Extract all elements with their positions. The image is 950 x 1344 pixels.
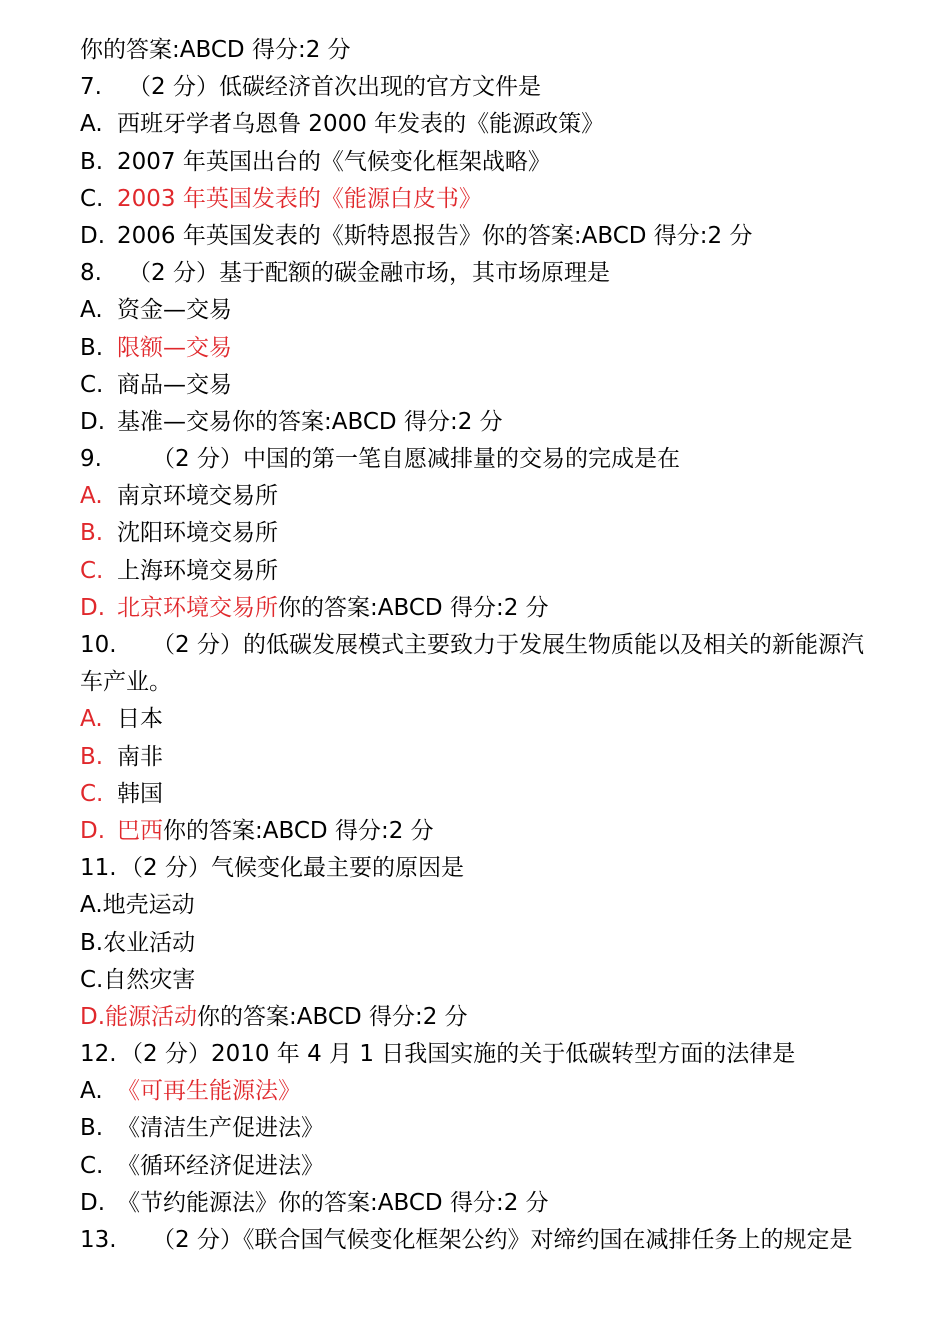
option-11b: B.农业活动	[80, 929, 196, 956]
option-10b: B. 南非	[80, 743, 163, 770]
option-8b: B. 限额—交易	[80, 334, 232, 361]
question-10: 10. （2 分）的低碳发展模式主要致力于发展生物质能以及相关的新能源汽车产业。	[80, 632, 864, 696]
correct-answer: D.能源活动	[80, 1003, 198, 1030]
option-11a: A.地壳运动	[80, 892, 195, 919]
correct-answer: 巴西	[117, 817, 163, 844]
option-12c: C. 《循环经济促进法》	[80, 1152, 324, 1179]
option-8d: D. 基准—交易你的答案:ABCD 得分:2 分	[80, 408, 503, 435]
question-7: 7. （2 分）低碳经济首次出现的官方文件是	[80, 74, 541, 101]
option-11d	[80, 999, 880, 1036]
option-8a: A. 资金—交易	[80, 297, 232, 324]
option-9c: C. 上海环境交易所	[80, 557, 278, 584]
question-11: 11. （2 分）气候变化最主要的原因是	[80, 855, 464, 882]
question-stem: （2 分）的低碳发展模式主要致力于发展生物质能以及相关的新能源汽车产业。	[80, 632, 864, 696]
correct-answer: 《可再生能源法》	[117, 1078, 301, 1105]
option-9b: B. 沈阳环境交易所	[80, 520, 278, 547]
question-stem: （2 分）2010 年 4 月 1 日我国实施的关于低碳转型方面的法律是	[120, 1041, 796, 1068]
answer-line-q6: 你的答案:ABCD 得分:2 分	[80, 37, 351, 63]
option-10d: D. 巴西你的答案:ABCD 得分:2 分	[80, 817, 434, 844]
answer-score: 你的答案:ABCD 得分:2 分	[232, 408, 503, 435]
question-9: 9. （2 分）中国的第一笔自愿减排量的交易的完成是在	[80, 446, 680, 473]
option-9a: A. 南京环境交易所	[80, 483, 278, 510]
option-7b: B. 2007 年英国出台的《气候变化框架战略》	[80, 148, 551, 175]
option-10a: A. 日本	[80, 706, 163, 733]
question-13: 13. （2 分）《联合国气候变化框架公约》对缔约国在减排任务上的规定是	[80, 1227, 853, 1254]
option-8c: C. 商品—交易	[80, 371, 232, 398]
option-10c: C. 韩国	[80, 780, 163, 807]
correct-answer: 2003 年英国发表的《能源白皮书》	[117, 185, 482, 212]
question-stem: （2 分）《联合国气候变化框架公约》对缔约国在减排任务上的规定是	[152, 1227, 853, 1254]
option-11c: C.自然灾害	[80, 966, 196, 993]
question-stem: （2 分）基于配额的碳金融市场，其市场原理是	[128, 260, 610, 287]
answer-score: 你的答案:ABCD 得分:2 分	[278, 594, 549, 621]
answer-score: 你的答案:ABCD 得分:2 分	[197, 1003, 468, 1030]
option-9d: D. 北京环境交易所你的答案:ABCD 得分:2 分	[80, 594, 549, 621]
question-stem: （2 分）中国的第一笔自愿减排量的交易的完成是在	[152, 446, 680, 473]
document-page	[80, 32, 880, 1259]
question-stem: （2 分）气候变化最主要的原因是	[120, 855, 464, 882]
question-12: 12. （2 分）2010 年 4 月 1 日我国实施的关于低碳转型方面的法律是	[80, 1041, 796, 1068]
option-12b: B. 《清洁生产促进法》	[80, 1115, 324, 1142]
answer-score: 你的答案:ABCD 得分:2 分	[481, 222, 753, 249]
option-7a: A. 西班牙学者乌恩鲁 2000 年发表的《能源政策》	[80, 111, 605, 138]
question-8: 8. （2 分）基于配额的碳金融市场，其市场原理是	[80, 260, 610, 287]
option-12d: D. 《节约能源法》你的答案:ABCD 得分:2 分	[80, 1189, 549, 1216]
question-stem: （2 分）低碳经济首次出现的官方文件是	[128, 74, 541, 101]
correct-answer: 北京环境交易所	[117, 594, 278, 621]
answer-score: 你的答案:ABCD 得分:2 分	[163, 817, 434, 844]
answer-score: 你的答案:ABCD 得分:2 分	[278, 1189, 549, 1216]
option-12a: A. 《可再生能源法》	[80, 1078, 301, 1105]
option-7c: C. 2003 年英国发表的《能源白皮书》	[80, 185, 482, 212]
correct-answer: 限额—交易	[117, 334, 232, 361]
option-7d: D. 2006 年英国发表的《斯特恩报告》你的答案:ABCD 得分:2 分	[80, 222, 753, 249]
